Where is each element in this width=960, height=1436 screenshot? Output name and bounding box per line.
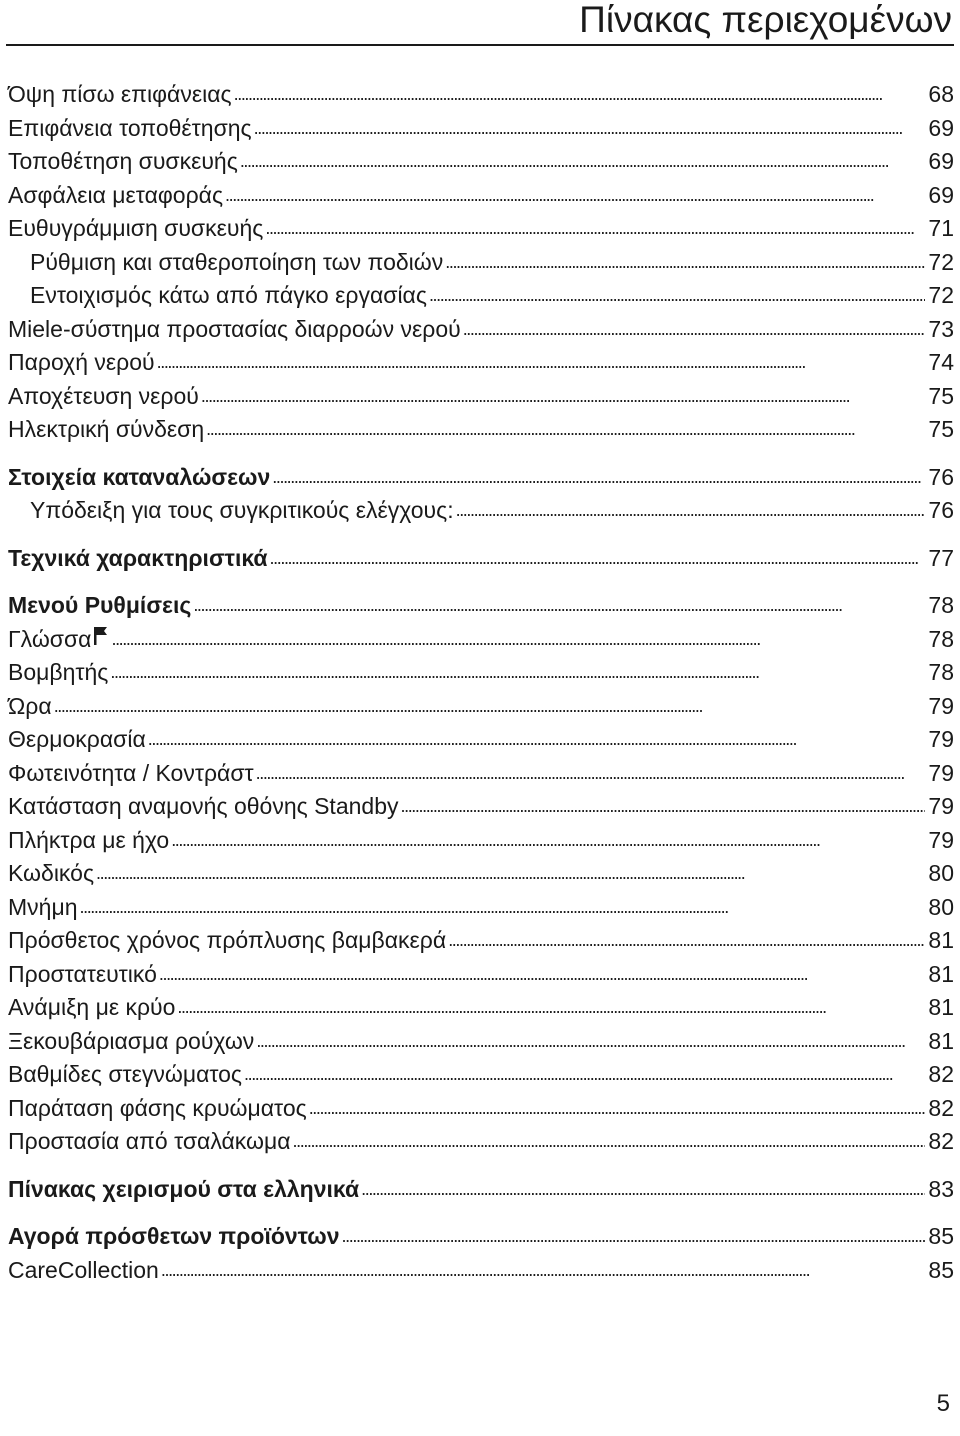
toc-leader-dots xyxy=(342,1218,926,1254)
toc-entry-title: Βαθμίδες στεγνώματος xyxy=(8,1061,242,1087)
toc-leader-dots xyxy=(456,492,926,528)
toc-entry[interactable] xyxy=(8,824,954,858)
toc-entry[interactable] xyxy=(8,380,954,414)
toc-entry[interactable] xyxy=(8,1254,954,1288)
page-number: 5 xyxy=(936,1390,950,1417)
toc-entry-title: Στοιχεία καταναλώσεων xyxy=(8,463,271,490)
toc-entry-title: Παροχή νερού xyxy=(8,349,155,375)
toc-entry-page: 75 xyxy=(928,382,954,409)
toc-entry[interactable] xyxy=(8,1058,954,1092)
toc-leader-dots xyxy=(234,76,926,112)
toc-leader-dots xyxy=(445,244,925,280)
toc-entry[interactable] xyxy=(8,246,954,280)
toc-entry-page: 83 xyxy=(928,1175,954,1202)
toc-entry-title: Εντοιχισμός κάτω από πάγκο εργασίας xyxy=(30,282,427,308)
toc-leader-dots xyxy=(111,621,925,657)
toc-entry-title: Ρύθμιση και σταθεροποίηση των ποδιών xyxy=(30,248,444,275)
toc-entry[interactable] xyxy=(8,461,954,495)
toc-leader-dots xyxy=(201,378,926,414)
table-of-contents xyxy=(8,78,954,1287)
toc-entry-page: 68 xyxy=(928,81,954,107)
toc-entry-page: 78 xyxy=(928,625,954,652)
toc-entry-page: 72 xyxy=(928,248,954,275)
toc-entry-title: Προστατευτικό xyxy=(8,960,157,987)
toc-entry-title: Μενού Ρυθμίσεις xyxy=(8,592,192,618)
toc-entry[interactable] xyxy=(8,145,954,179)
toc-leader-dots xyxy=(54,688,926,724)
toc-entry-page: 79 xyxy=(928,726,954,752)
toc-leader-dots xyxy=(272,459,925,495)
toc-leader-dots xyxy=(361,1171,925,1207)
toc-entry-page: 80 xyxy=(928,860,954,886)
toc-entry-page: 80 xyxy=(928,893,954,920)
toc-entry[interactable] xyxy=(8,78,954,112)
toc-entry-title: Φωτεινότητα / Κοντράστ xyxy=(8,759,254,786)
toc-entry-page: 76 xyxy=(928,497,954,523)
toc-entry-title: Παράταση φάσης κρυώματος xyxy=(8,1094,307,1121)
toc-entry-page: 79 xyxy=(928,692,954,719)
toc-entry-title: Προστασία από τσαλάκωμα xyxy=(8,1128,291,1154)
toc-entry[interactable] xyxy=(8,1173,954,1207)
toc-leader-dots xyxy=(206,411,925,447)
toc-entry-page: 82 xyxy=(928,1128,954,1154)
toc-entry-title: CareCollection xyxy=(8,1256,159,1283)
toc-entry-page: 79 xyxy=(928,826,954,853)
toc-leader-dots xyxy=(177,989,925,1025)
toc-entry-page: 74 xyxy=(928,349,954,375)
toc-entry-title: Πρόσθετος χρόνος πρόπλυσης βαμβακερά xyxy=(8,927,447,953)
toc-entry[interactable] xyxy=(8,857,954,891)
toc-leader-dots xyxy=(171,822,925,858)
toc-entry-page: 81 xyxy=(928,1027,954,1054)
toc-entry-page: 82 xyxy=(928,1061,954,1087)
toc-leader-dots xyxy=(240,143,926,179)
page-title: Πίνακας περιεχομένων xyxy=(579,0,952,40)
toc-leader-dots xyxy=(161,1252,926,1288)
toc-entry[interactable] xyxy=(8,212,954,246)
toc-entry[interactable] xyxy=(8,179,954,213)
toc-entry[interactable] xyxy=(8,723,954,757)
toc-leader-dots xyxy=(254,110,926,146)
toc-entry-page: 81 xyxy=(928,927,954,953)
toc-leader-dots xyxy=(256,1023,925,1059)
toc-leader-dots xyxy=(157,344,926,380)
toc-entry-page: 79 xyxy=(928,759,954,786)
toc-entry[interactable] xyxy=(8,413,954,447)
toc-entry[interactable] xyxy=(8,313,954,347)
toc-leader-dots xyxy=(463,311,926,347)
toc-entry-title: Βομβητής xyxy=(8,659,109,685)
toc-entry-title: Γλώσσα xyxy=(8,625,92,652)
toc-entry[interactable] xyxy=(8,494,954,528)
toc-entry-page: 69 xyxy=(928,148,954,174)
toc-entry-title: Miele-σύστημα προστασίας διαρροών νερού xyxy=(8,315,461,342)
toc-leader-dots xyxy=(256,755,926,791)
toc-entry-page: 71 xyxy=(928,215,954,241)
toc-entry-page: 77 xyxy=(928,544,954,571)
toc-leader-dots xyxy=(193,587,925,623)
toc-entry-title: Κατάσταση αναμονής οθόνης Standby xyxy=(8,793,399,819)
toc-entry-page: 78 xyxy=(928,659,954,685)
toc-leader-dots xyxy=(293,1123,926,1159)
toc-entry-title: Ασφάλεια μεταφοράς xyxy=(8,181,224,208)
toc-entry-title: Ώρα xyxy=(8,692,52,719)
toc-entry-page: 85 xyxy=(928,1256,954,1283)
toc-leader-dots xyxy=(429,277,925,313)
toc-entry[interactable] xyxy=(8,1092,954,1126)
toc-entry-page: 82 xyxy=(928,1094,954,1121)
toc-entry[interactable] xyxy=(8,891,954,925)
toc-entry-title: Ξεκουβάριασμα ρούχων xyxy=(8,1027,255,1054)
toc-leader-dots xyxy=(244,1056,925,1092)
toc-entry-title: Θερμοκρασία xyxy=(8,726,146,752)
toc-leader-dots xyxy=(96,855,925,891)
toc-entry[interactable] xyxy=(8,279,954,313)
toc-entry[interactable] xyxy=(8,589,954,623)
toc-entry-page: 72 xyxy=(928,282,954,308)
toc-entry-title: Ηλεκτρική σύνδεση xyxy=(8,416,205,442)
toc-entry-page: 81 xyxy=(928,960,954,987)
toc-entry-title: Αγορά πρόσθετων προϊόντων xyxy=(8,1223,340,1249)
toc-entry-page: 75 xyxy=(928,416,954,442)
toc-entry[interactable] xyxy=(8,656,954,690)
toc-entry-page: 73 xyxy=(928,315,954,342)
toc-entry[interactable] xyxy=(8,623,954,657)
toc-leader-dots xyxy=(265,210,925,246)
toc-entry-page: 79 xyxy=(928,793,954,819)
toc-entry-title: Ευθυγράμμιση συσκευής xyxy=(8,215,264,241)
toc-entry-title: Πίνακας χειρισμού στα ελληνικά xyxy=(8,1175,360,1202)
toc-entry[interactable] xyxy=(8,991,954,1025)
toc-leader-dots xyxy=(148,721,926,757)
toc-leader-dots xyxy=(309,1090,926,1126)
toc-leader-dots xyxy=(225,177,925,213)
toc-entry-title: Τοποθέτηση συσκευής xyxy=(8,148,238,174)
toc-entry[interactable] xyxy=(8,1220,954,1254)
flag-icon xyxy=(93,625,109,647)
toc-entry[interactable] xyxy=(8,690,954,724)
toc-entry-page: 69 xyxy=(928,181,954,208)
toc-entry-page: 76 xyxy=(928,463,954,490)
header-divider xyxy=(6,44,954,46)
toc-entry-title: Αποχέτευση νερού xyxy=(8,382,199,409)
toc-entry-title: Επιφάνεια τοποθέτησης xyxy=(8,114,252,141)
toc-leader-dots xyxy=(159,956,926,992)
toc-leader-dots xyxy=(80,889,926,925)
toc-entry-page: 81 xyxy=(928,994,954,1020)
toc-entry-title: Όψη πίσω επιφάνειας xyxy=(8,81,232,107)
toc-entry-title: Μνήμη xyxy=(8,893,78,920)
toc-entry[interactable] xyxy=(8,112,954,146)
toc-entry-title: Ανάμιξη με κρύο xyxy=(8,994,176,1020)
toc-entry-title: Υπόδειξη για τους συγκριτικούς ελέγχους: xyxy=(30,497,454,523)
toc-leader-dots xyxy=(400,788,925,824)
toc-entry[interactable] xyxy=(8,346,954,380)
toc-entry-title: Τεχνικά χαρακτηριστικά xyxy=(8,544,268,571)
toc-entry[interactable] xyxy=(8,958,954,992)
toc-entry[interactable] xyxy=(8,757,954,791)
toc-leader-dots xyxy=(448,922,925,958)
toc-entry[interactable] xyxy=(8,790,954,824)
toc-entry[interactable] xyxy=(8,924,954,958)
toc-entry[interactable] xyxy=(8,1125,954,1159)
toc-entry-page: 78 xyxy=(928,592,954,618)
toc-entry-page: 69 xyxy=(928,114,954,141)
toc-entry[interactable] xyxy=(8,1025,954,1059)
toc-entry[interactable] xyxy=(8,542,954,576)
toc-entry-title: Κωδικός xyxy=(8,860,95,886)
toc-entry-page: 85 xyxy=(928,1223,954,1249)
toc-entry-title: Πλήκτρα με ήχο xyxy=(8,826,170,853)
toc-leader-dots xyxy=(270,540,926,576)
toc-leader-dots xyxy=(110,654,925,690)
